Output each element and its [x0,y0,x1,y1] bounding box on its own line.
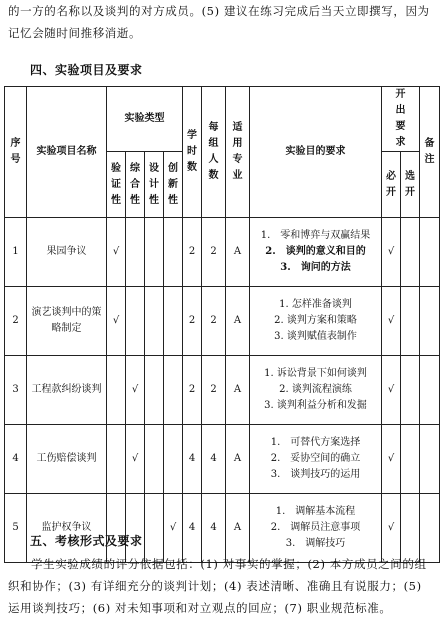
cell-type-mark: √ [126,356,145,425]
objective-item: 1. 可替代方案选择 [270,437,361,448]
cell-name: 工程款纠纷谈判 [27,356,107,425]
header-name: 实验项目名称 [27,87,107,218]
section-4-heading: 四、实验项目及要求 [30,63,143,77]
cell-name: 工伤赔偿谈判 [27,425,107,494]
objective-item: 2. 谈判流程演练 [279,384,352,395]
header-type-verify: 验 证 性 [107,152,126,218]
header-elective: 选 开 [401,152,420,218]
cell-name: 监护权争议 [27,494,107,563]
cell-required: √ [382,425,401,494]
cell-required: √ [382,287,401,356]
cell-seq: 4 [5,425,27,494]
cell-elective [401,425,420,494]
table-row [5,287,440,356]
header-req-group: 开 出 要 求 [382,87,420,152]
cell-type-mark [126,287,145,356]
header-type-comprehensive: 综 合 性 [126,152,145,218]
header-type-design: 设 计 性 [145,152,164,218]
objective-item: 1. 诉讼背景下如何谈判 [264,368,367,379]
cell-name: 果园争议 [27,218,107,287]
cell-per-group: 4 [202,425,226,494]
cell-per-group: 4 [202,494,226,563]
cell-type-mark [145,218,164,287]
cell-type-mark: √ [164,494,183,563]
cell-type-mark: √ [107,218,126,287]
cell-name: 演艺谈判中的策略制定 [27,287,107,356]
objective-item: 3. 询问的方法 [280,262,351,273]
cell-required: √ [382,356,401,425]
assessment-line: 运用谈判技巧；(6) 对未知事项和对立观点的回应；(7) 职业规范标准。 [8,601,392,615]
experiment-table [4,86,440,563]
cell-per-group: 2 [202,218,226,287]
cell-type-mark [164,218,183,287]
cell-major: A [226,218,250,287]
header-seq: 序 号 [5,87,27,218]
cell-hours: 4 [183,425,202,494]
table-row [5,218,440,287]
cell-required: √ [382,494,401,563]
objective-item: 1. 调解基本流程 [275,506,356,517]
cell-type-mark [145,287,164,356]
cell-major: A [226,287,250,356]
objective-item: 2. 谈判方案和策略 [274,315,357,326]
header-objectives: 实验目的要求 [250,87,382,218]
header-hours: 学 时 数 [183,87,202,218]
header-type-innovative: 创 新 性 [164,152,183,218]
objective-item: 1. 零和博弈与双赢结果 [260,230,371,241]
cell-note [420,218,440,287]
cell-major: A [226,494,250,563]
objective-item: 1. 怎样准备谈判 [279,299,352,310]
cell-hours: 4 [183,494,202,563]
cell-major: A [226,425,250,494]
objective-item: 3. 调解技巧 [285,538,346,549]
objective-item: 3. 谈判利益分析和发掘 [264,400,367,411]
intro-line: 的一方的名称以及谈判的对方成员。(5) 建议在练习完成后当天立即撰写，因为 [8,4,430,18]
cell-type-mark [145,356,164,425]
cell-seq: 2 [5,287,27,356]
cell-type-mark [107,425,126,494]
cell-per-group: 2 [202,356,226,425]
cell-elective [401,356,420,425]
table-row [5,425,440,494]
header-required: 必 开 [382,152,401,218]
objective-item: 2. 谈判的意义和目的 [265,246,366,257]
assessment-line: 织和协作；(3) 有详细充分的谈判计划；(4) 表述清晰、准确且有说服力；(5) [8,579,422,593]
cell-note [420,425,440,494]
cell-type-mark [164,287,183,356]
cell-major: A [226,356,250,425]
cell-hours: 2 [183,356,202,425]
assessment-paragraph [8,553,436,619]
header-per-group: 每 组 人 数 [202,87,226,218]
intro-paragraph [8,0,436,44]
objective-item: 2. 妥协空间的确立 [270,453,361,464]
cell-type-mark [164,425,183,494]
cell-required: √ [382,218,401,287]
cell-hours: 2 [183,287,202,356]
cell-type-mark [107,356,126,425]
cell-objectives [250,287,382,356]
cell-seq: 1 [5,218,27,287]
cell-objectives [250,218,382,287]
objective-item: 2. 调解员注意事项 [270,522,361,533]
cell-objectives [250,425,382,494]
cell-seq: 5 [5,494,27,563]
cell-note [420,287,440,356]
header-major: 适 用 专 业 [226,87,250,218]
cell-seq: 3 [5,356,27,425]
objective-item: 3. 谈判赋值表制作 [274,331,357,342]
section-5-heading: 五、考核形式及要求 [30,534,143,548]
header-note: 备 注 [420,87,440,218]
header-type-group: 实验类型 [107,87,183,152]
header-row [5,87,440,152]
cell-type-mark [145,425,164,494]
cell-hours: 2 [183,218,202,287]
cell-type-mark: √ [126,425,145,494]
cell-objectives [250,356,382,425]
intro-line: 记忆会随时间推移消逝。 [8,26,142,40]
cell-type-mark: √ [107,287,126,356]
table-row [5,356,440,425]
assessment-line: 学生实验成绩的评分依据包括：(1) 对事实的掌握；(2) 本方成员之间的组 [31,557,427,571]
cell-elective [401,287,420,356]
cell-per-group: 2 [202,287,226,356]
objective-item: 3. 谈判技巧的运用 [270,469,361,480]
cell-note [420,356,440,425]
cell-elective [401,218,420,287]
cell-type-mark [164,356,183,425]
cell-type-mark [126,218,145,287]
